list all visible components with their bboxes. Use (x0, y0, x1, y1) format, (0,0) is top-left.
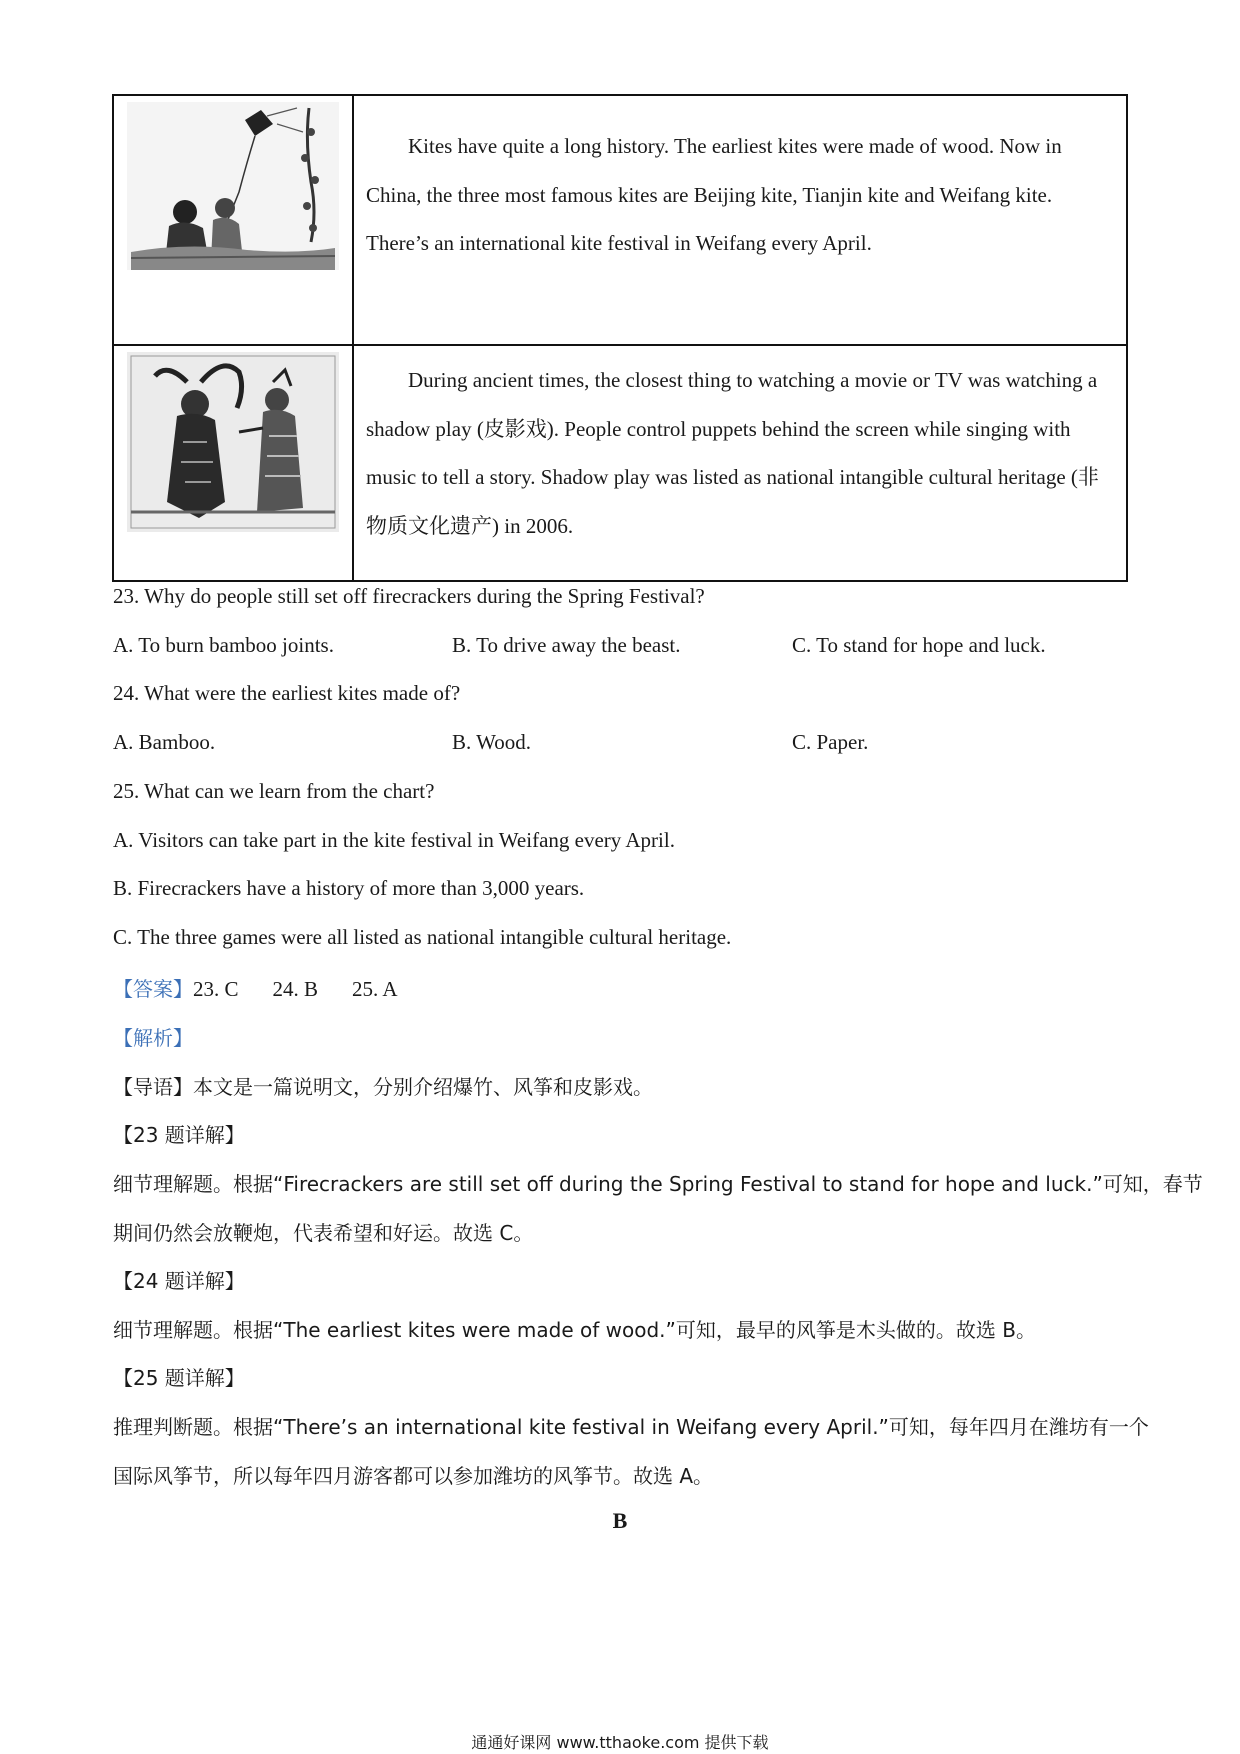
analysis-tag: 【解析】 (113, 1026, 193, 1050)
kite-illustration-icon (127, 102, 339, 270)
detail-23-line-2: 期间仍然会放鞭炮，代表希望和好运。故选 C。 (113, 1221, 534, 1245)
shadow-play-paragraph: During ancient times, the closest thing to watching a movie or TV was watching a shadow play (皮影戏). People control puppets behind the screen while singing with music to tell a story. Shadow play was listed as national intangible cultural heritage (非物质文化遗产) in 2006. (366, 368, 1099, 538)
detail-25-line-2: 国际风筝节，所以每年四月游客都可以参加潍坊的风筝节。故选 A。 (113, 1464, 714, 1488)
kite-image-cell (113, 95, 353, 345)
intro-line: 【导语】本文是一篇说明文，分别介绍爆竹、风筝和皮影戏。 (113, 1075, 653, 1099)
answer-25: 25. A (352, 977, 398, 1001)
detail-25-line-1: 推理判断题。根据“There’s an international kite festival in Weifang every April.”可知，每年四月在潍坊有一个 (113, 1415, 1149, 1439)
detail-24-title: 【24 题详解】 (113, 1269, 245, 1293)
question-25-option-a: A. Visitors can take part in the kite festival in Weifang every April. (113, 828, 675, 852)
table-row-shadow-play (113, 345, 1127, 581)
kites-paragraph: Kites have quite a long history. The earliest kites were made of wood. Now in China, the three most famous kites are Beijing kite, Tianjin kite and Weifang kite. There’s an international kite festival in Weifang every April. (366, 134, 1062, 255)
shadow-play-text-cell (353, 345, 1127, 581)
answer-tag: 【答案】 (113, 977, 193, 1001)
question-23-stem: 23. Why do people still set off firecrackers during the Spring Festival? (113, 584, 705, 608)
answer-24: 24. B (272, 977, 319, 1001)
answer-23: 23. C (193, 977, 239, 1001)
kites-text-cell (353, 95, 1127, 345)
question-23-option-a: A. To burn bamboo joints. (113, 633, 334, 657)
section-heading-b: B (612, 1508, 628, 1533)
footer-watermark[interactable]: 通通好课网 www.tthaoke.com 提供下载 (471, 1733, 769, 1752)
detail-23-line-1: 细节理解题。根据“Firecrackers are still set off during the Spring Festival to stand for hope and luck.”可知，春节 (113, 1172, 1203, 1196)
detail-23-title: 【23 题详解】 (113, 1123, 245, 1147)
question-23-option-b: B. To drive away the beast. (452, 633, 681, 657)
detail-25-title: 【25 题详解】 (113, 1366, 245, 1390)
question-24-option-a: A. Bamboo. (113, 730, 216, 754)
answer-line (113, 973, 398, 1002)
question-25-option-c: C. The three games were all listed as national intangible cultural heritage. (113, 925, 732, 949)
question-25-option-b: B. Firecrackers have a history of more than 3,000 years. (113, 876, 585, 900)
question-25-stem: 25. What can we learn from the chart? (113, 779, 435, 803)
table-row-kites (113, 95, 1127, 345)
question-24-stem: 24. What were the earliest kites made of? (113, 681, 461, 705)
question-24-option-c: C. Paper. (792, 730, 869, 754)
detail-24-line-1: 细节理解题。根据“The earliest kites were made of wood.”可知，最早的风筝是木头做的。故选 B。 (113, 1318, 1036, 1342)
info-table (112, 94, 1128, 582)
shadow-play-illustration-icon (127, 352, 339, 532)
shadow-play-image-cell (113, 345, 353, 581)
question-23-option-c: C. To stand for hope and luck. (792, 633, 1046, 657)
question-24-option-b: B. Wood. (452, 730, 532, 754)
